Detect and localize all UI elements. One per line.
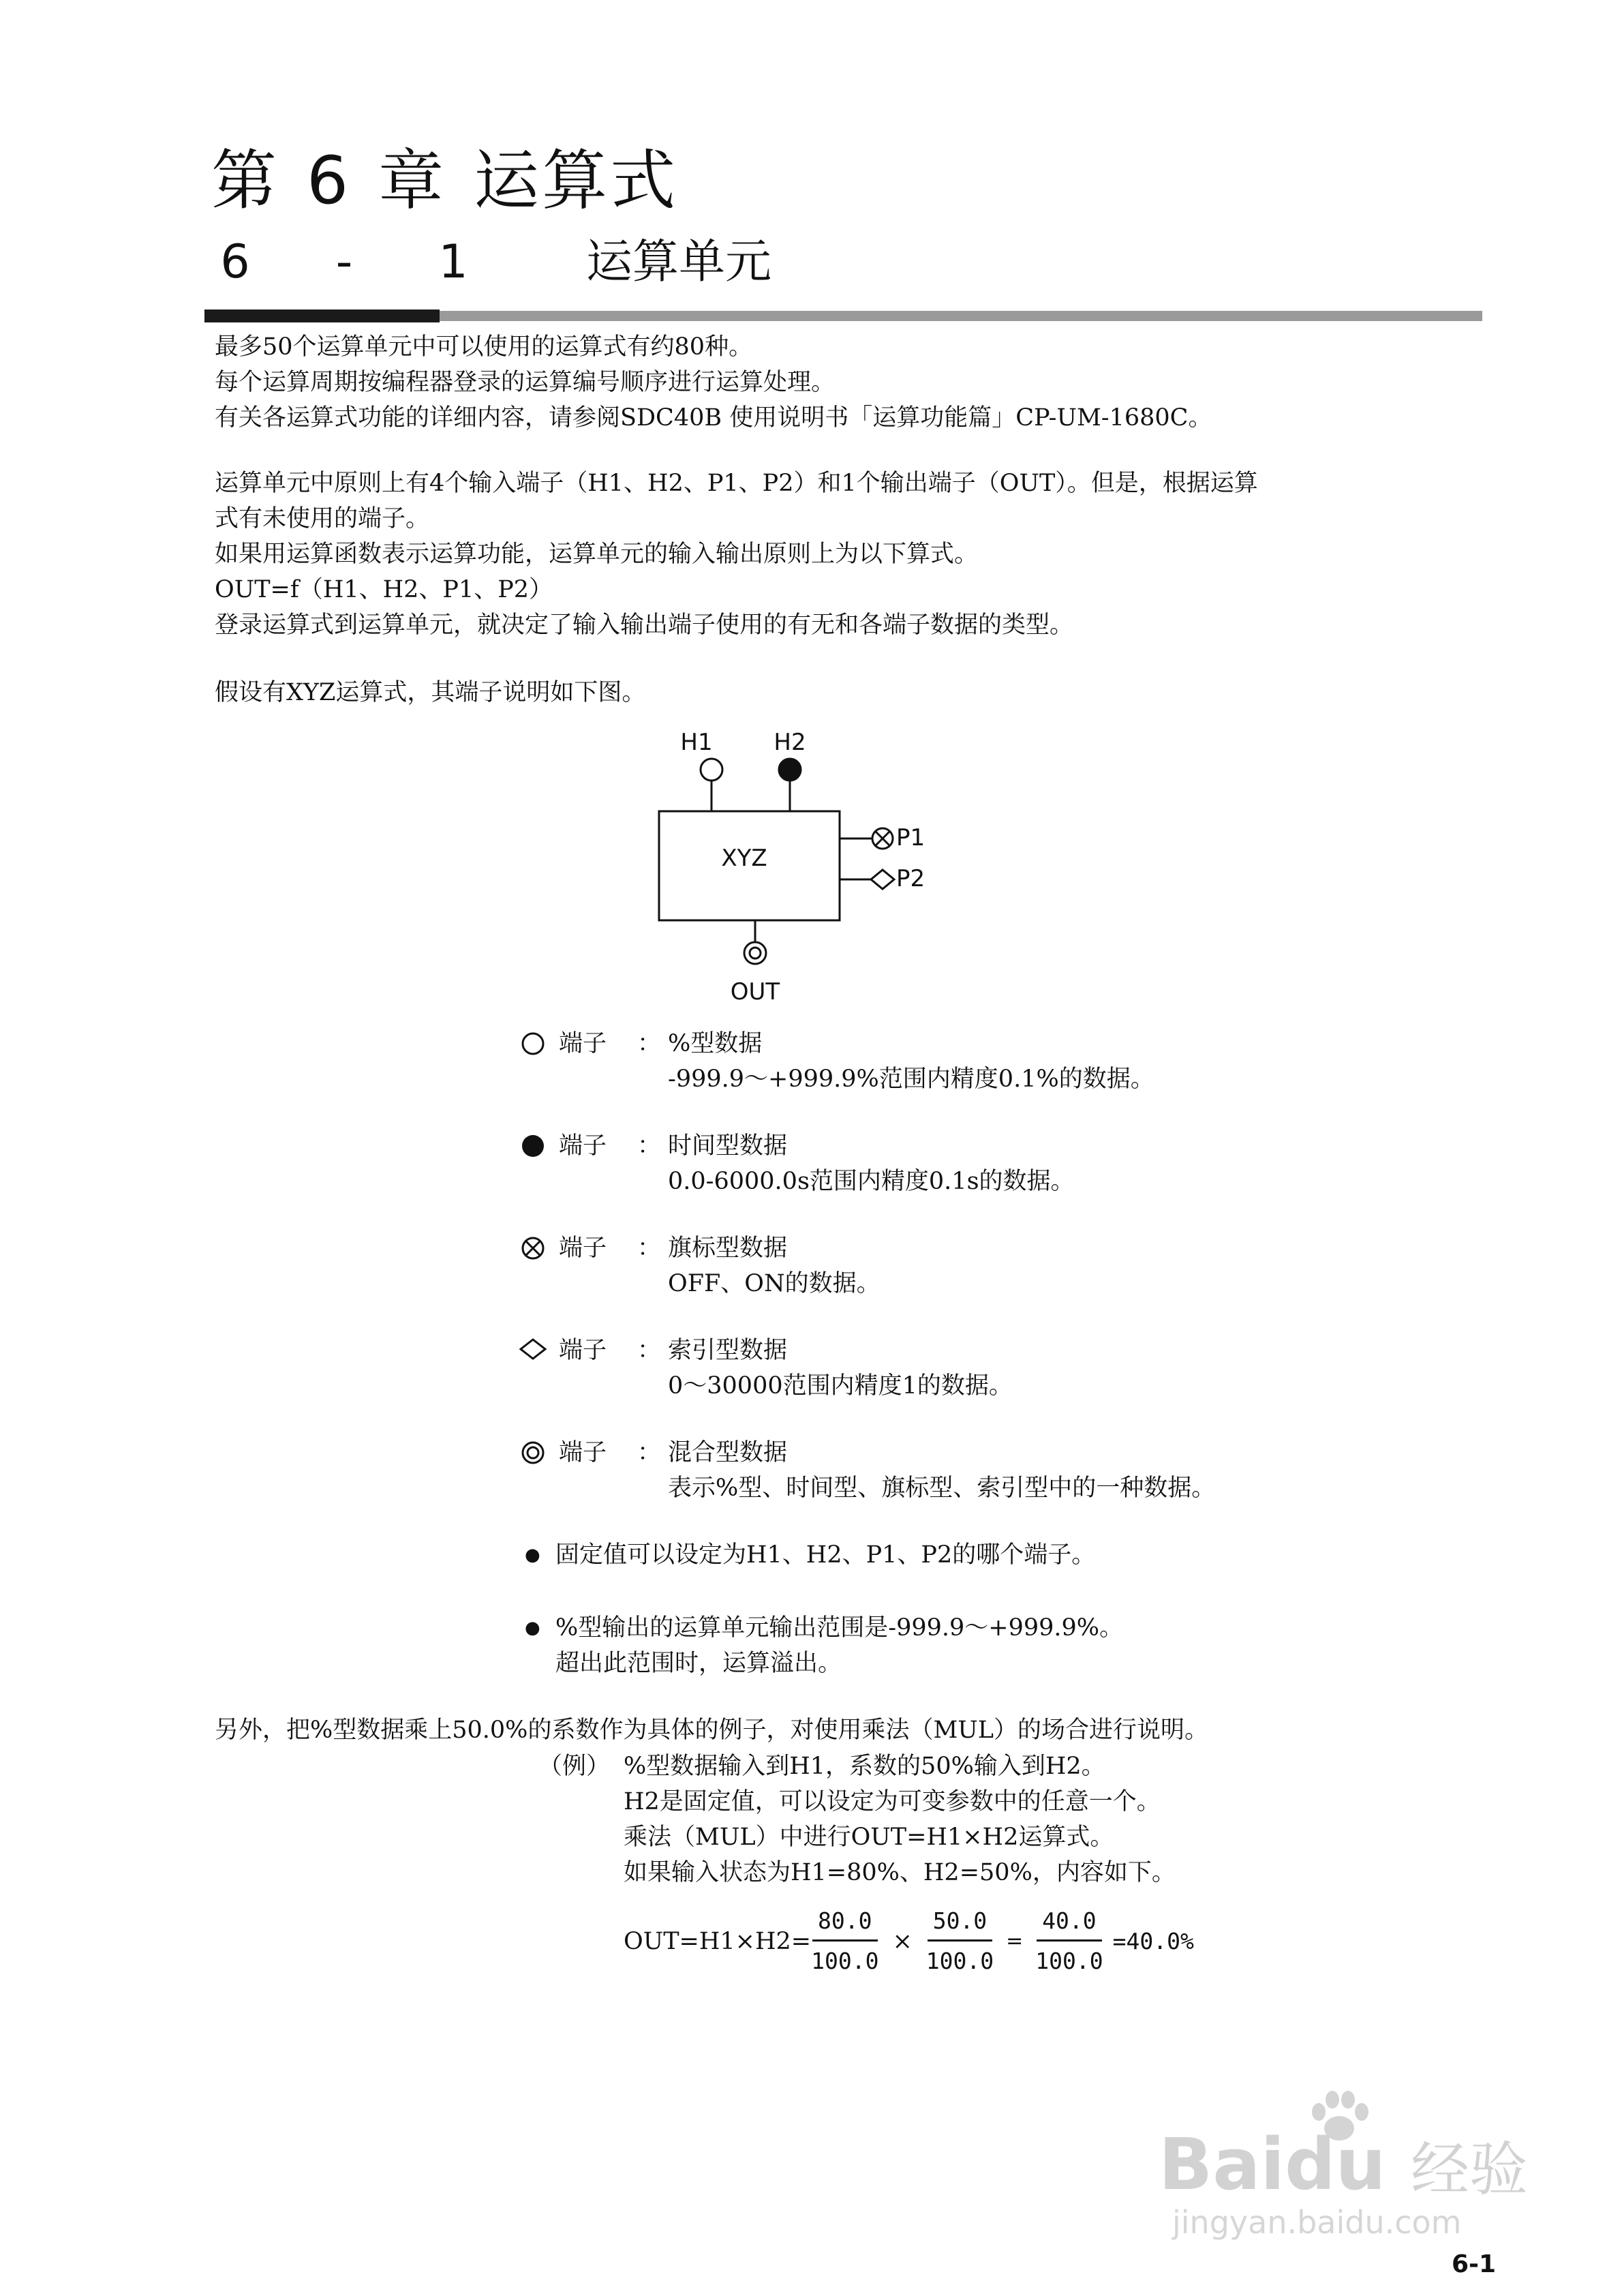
chapter-suffix: 章 [378,142,447,219]
para-line: OUT=f（H1、H2、P1、P2） [215,576,553,603]
p1-label: P1 [896,824,925,851]
section-dash: - [335,235,353,289]
baidu-watermark [1159,2086,1540,2241]
equals-sign: = [1006,1929,1024,1953]
watermark-brand: Baidu [1159,2123,1386,2206]
intro-paragraph [215,329,1212,436]
example-line: 如果输入状态为H1=80%、H2=50%，内容如下。 [624,1859,1176,1886]
h1-label: H1 [680,729,713,756]
p2-label: P2 [896,865,925,892]
intro-line: 每个运算周期按编程器登录的运算编号顺序进行运算处理。 [215,369,836,396]
para-line: 运算单元中原则上有4个输入端子（H1、H2、P1、P2）和1个输出端子（OUT）。但是，根据运算 [215,470,1258,497]
times-sign: × [892,1927,913,1955]
open-circle-icon [519,1030,547,1057]
section-heading [204,228,771,297]
example-intro: 另外，把%型数据乘上50.0%的系数作为具体的例子，对使用乘法（MUL）的场合进行说明。 [215,1717,1209,1744]
para-line: 如果用运算函数表示运算功能，运算单元的输入输出原则上为以下算式。 [215,541,979,568]
terminal-paragraph [215,466,1258,643]
bullet-icon: ● [525,1618,540,1638]
xyz-terminal-diagram [641,723,981,1009]
chapter-prefix: 第 [211,142,279,219]
page-number: 6-1 [1452,2250,1497,2278]
fraction-result: $\frac{40.0}{100.0}$ [1035,1905,1103,1977]
block-label: XYZ [721,845,767,872]
bullet-icon: ● [525,1545,540,1565]
example-body [624,1749,1176,1890]
double-circle-icon [519,1439,547,1466]
chapter-number: 6 [307,142,352,219]
section-minor: 1 [438,235,468,289]
filled-circle-icon [519,1132,547,1160]
example-line: %型数据输入到H1，系数的50%输入到H2。 [624,1753,1105,1780]
example-line: H2是固定值，可以设定为可变参数中的任意一个。 [624,1788,1161,1815]
watermark-url: jingyan.baidu.com [1172,2204,1462,2241]
h2-terminal-icon [779,759,801,781]
para-line: 登录运算式到运算单元，就决定了输入输出端子使用的有无和各端子数据的类型。 [215,611,1074,639]
section-major: 6 [220,235,250,289]
formula-result: =40.0% [1112,1928,1194,1954]
chapter-heading [211,140,705,222]
example-line: 乘法（MUL）中进行OUT=H1×H2运算式。 [624,1824,1114,1851]
formula-lhs: OUT=H1×H2= [624,1927,812,1955]
fraction-h2: $\frac{50.0}{100.0}$ [926,1905,994,1977]
intro-line: 有关各运算式功能的详细内容，请参阅SDC40B 使用说明书「运算功能篇」CP-UM-1680C。 [215,404,1212,432]
header-rule-accent [204,309,440,322]
diagram-intro: 假设有XYZ运算式，其端子说明如下图。 [215,679,646,706]
formula [624,1905,1194,1977]
p1-terminal-icon [872,828,893,849]
chapter-title: 运算式 [474,142,679,219]
h2-label: H2 [774,729,806,756]
intro-line: 最多50个运算单元中可以使用的运算式有约80种。 [215,333,753,361]
section-title: 运算单元 [586,235,772,289]
diamond-icon [518,1337,548,1364]
h1-terminal-icon [701,759,722,781]
watermark-cn: 经验 [1411,2136,1528,2204]
p2-terminal-icon [871,870,894,889]
para-line: 式有未使用的端子。 [215,505,430,532]
example-label: （例） [538,1753,611,1780]
fraction-h1: $\frac{80.0}{100.0}$ [811,1905,878,1977]
out-label: OUT [730,978,780,1006]
out-terminal-icon [744,942,766,964]
circle-x-icon [519,1235,547,1262]
